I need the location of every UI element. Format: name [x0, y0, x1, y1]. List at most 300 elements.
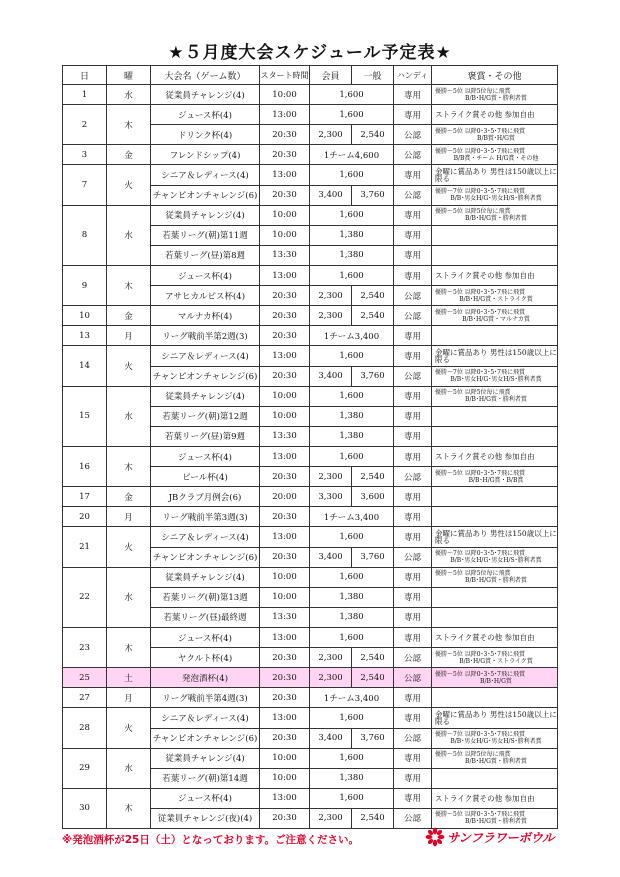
- table-row: [63, 145, 558, 165]
- logo-text: サンフラワーボウル: [447, 830, 555, 845]
- awards-line: B/B･H/G賞・ストライク賞: [459, 295, 533, 303]
- awards-cell: [432, 426, 558, 446]
- event-name-cell: リーグ戦前半第4週(3): [151, 688, 260, 708]
- start-time-cell: 20:30: [260, 808, 310, 828]
- fee-cell: 1,600: [310, 627, 394, 647]
- handicap-cell: 専用: [394, 446, 432, 466]
- table-row: [63, 748, 558, 768]
- event-name-cell: JBクラブ月例会(6): [151, 487, 260, 507]
- awards-line: 優勝〜5位 以降5位毎に飛賞: [435, 389, 511, 397]
- weekday-cell: 木: [107, 446, 151, 486]
- day-cell: 20: [63, 507, 107, 527]
- table-row: [63, 567, 558, 587]
- table-row: [63, 105, 558, 125]
- awards-cell: [432, 446, 558, 466]
- table-row: [63, 527, 558, 547]
- footer-note: ※発泡酒杯が25日（土）となっております。ご注意ください。: [62, 834, 359, 846]
- awards-line: 優勝〜5位 以降5位毎に飛賞: [435, 751, 511, 759]
- header-weekday: 曜: [107, 66, 151, 85]
- day-cell: 16: [63, 446, 107, 486]
- handicap-cell: 専用: [394, 708, 432, 728]
- awards-line: ストライク賞その他 参加自由: [435, 271, 535, 281]
- start-time-cell: 13:30: [260, 426, 310, 446]
- day-cell: 29: [63, 748, 107, 788]
- header-handicap: ハンディ: [394, 66, 432, 85]
- awards-cell: [432, 406, 558, 426]
- start-time-cell: 20:30: [260, 286, 310, 306]
- start-time-cell: 20:30: [260, 326, 310, 346]
- event-name-cell: 若葉リーグ(昼)第9週: [151, 426, 260, 446]
- table-row: [63, 627, 558, 647]
- weekday-cell: 金: [107, 306, 151, 326]
- awards-cell: [432, 567, 558, 587]
- day-cell: 2: [63, 105, 107, 145]
- member-fee-cell: 2,300: [310, 125, 352, 145]
- handicap-cell: 公認: [394, 366, 432, 386]
- awards-line: 優勝〜5位 以降0･3･5･7飛に飛賞: [435, 288, 525, 296]
- event-name-cell: シニア＆レディース(4): [151, 527, 260, 547]
- handicap-cell: 公認: [394, 125, 432, 145]
- header-day: 日: [63, 66, 107, 85]
- awards-cell: [432, 85, 558, 105]
- awards-line: B/B･H/G賞・勝利者賞: [465, 818, 527, 826]
- fee-cell: 1,380: [310, 225, 394, 245]
- awards-cell: [432, 547, 558, 567]
- fee-cell: 1,600: [310, 346, 394, 366]
- day-cell: 8: [63, 205, 107, 265]
- awards-cell: [432, 487, 558, 507]
- member-fee-cell: 3,400: [310, 185, 352, 205]
- awards-line: 優勝〜5位 以降0･3･5･7飛に飛賞: [435, 469, 525, 477]
- event-name-cell: 若葉リーグ(朝)第12週: [151, 406, 260, 426]
- handicap-cell: 専用: [394, 788, 432, 808]
- awards-cell: [432, 728, 558, 748]
- awards-cell: [432, 125, 558, 145]
- handicap-cell: 専用: [394, 487, 432, 507]
- start-time-cell: 10:00: [260, 768, 310, 788]
- start-time-cell: 13:00: [260, 446, 310, 466]
- weekday-cell: 月: [107, 507, 151, 527]
- start-time-cell: 10:00: [260, 386, 310, 406]
- day-cell: 28: [63, 708, 107, 748]
- awards-line: 優勝〜7位 以降0･3･5･7飛に飛賞: [435, 188, 525, 196]
- awards-line: 優勝〜7位 以降0･3･5･7飛に飛賞: [435, 731, 525, 739]
- handicap-cell: 公認: [394, 547, 432, 567]
- event-name-cell: シニア＆レディース(4): [151, 165, 260, 185]
- awards-line: ストライク賞その他 参加自由: [435, 110, 535, 120]
- general-fee-cell: 3,760: [352, 728, 394, 748]
- event-name-cell: アサヒカルピス杯(4): [151, 286, 260, 306]
- handicap-cell: 公認: [394, 145, 432, 165]
- fee-cell: 1チーム3,400: [310, 326, 394, 346]
- event-name-cell: ジュース杯(4): [151, 788, 260, 808]
- awards-line: 優勝〜7位 以降0･3･5･7飛に飛賞: [435, 369, 525, 377]
- day-cell: 15: [63, 386, 107, 446]
- member-fee-cell: 3,400: [310, 366, 352, 386]
- member-fee-cell: 2,300: [310, 286, 352, 306]
- start-time-cell: 20:30: [260, 668, 310, 688]
- start-time-cell: 10:00: [260, 567, 310, 587]
- table-row: [63, 165, 558, 185]
- awards-line: B/B･男女H/G･男女H/S･勝利者賞: [450, 557, 542, 565]
- day-cell: 9: [63, 265, 107, 305]
- handicap-cell: 公認: [394, 185, 432, 205]
- event-name-cell: ジュース杯(4): [151, 265, 260, 285]
- member-fee-cell: 2,300: [310, 668, 352, 688]
- start-time-cell: 13:00: [260, 708, 310, 728]
- start-time-cell: 13:00: [260, 788, 310, 808]
- awards-line: ストライク賞その他 参加自由: [435, 452, 535, 462]
- awards-cell: [432, 748, 558, 768]
- start-time-cell: 13:30: [260, 245, 310, 265]
- table-row: [63, 446, 558, 466]
- handicap-cell: 公認: [394, 306, 432, 326]
- handicap-cell: 専用: [394, 627, 432, 647]
- start-time-cell: 13:00: [260, 346, 310, 366]
- event-name-cell: 若葉リーグ(昼)第8週: [151, 245, 260, 265]
- day-cell: 30: [63, 788, 107, 828]
- awards-cell: [432, 105, 558, 125]
- event-name-cell: 若葉リーグ(昼)最終週: [151, 607, 260, 627]
- fee-cell: 1,380: [310, 587, 394, 607]
- awards-cell: [432, 648, 558, 668]
- event-name-cell: シニア＆レディース(4): [151, 708, 260, 728]
- awards-cell: [432, 386, 558, 406]
- day-cell: 25: [63, 668, 107, 688]
- handicap-cell: 公認: [394, 648, 432, 668]
- awards-cell: [432, 265, 558, 285]
- awards-cell: [432, 145, 558, 165]
- table-row: [63, 326, 558, 346]
- weekday-cell: 火: [107, 346, 151, 386]
- day-cell: 3: [63, 145, 107, 165]
- awards-cell: [432, 688, 558, 708]
- event-name-cell: チャンピオンチャレンジ(6): [151, 547, 260, 567]
- awards-cell: [432, 527, 558, 547]
- awards-line: 金曜に賞品あり 男性は150歳以上に限る: [435, 709, 557, 726]
- fee-cell: 1,600: [310, 205, 394, 225]
- awards-cell: [432, 165, 558, 185]
- event-name-cell: リーグ戦前半第3週(3): [151, 507, 260, 527]
- table-row: [63, 708, 558, 728]
- fee-cell: 1,380: [310, 426, 394, 446]
- awards-line: ストライク賞その他 参加自由: [435, 633, 535, 642]
- awards-cell: [432, 245, 558, 265]
- weekday-cell: 金: [107, 145, 151, 165]
- awards-line: 優勝〜5位 以降0･3･5･7飛に飛賞: [435, 147, 525, 155]
- weekday-cell: 水: [107, 85, 151, 105]
- table-row: [63, 487, 558, 507]
- page-title: ★５月度大会スケジュール予定表★: [168, 43, 452, 63]
- start-time-cell: 10:00: [260, 205, 310, 225]
- day-cell: 13: [63, 326, 107, 346]
- awards-cell: [432, 507, 558, 527]
- awards-line: B/B･H/G賞・勝利者賞: [465, 215, 527, 223]
- awards-cell: [432, 768, 558, 788]
- event-name-cell: チャンピオンチャレンジ(6): [151, 366, 260, 386]
- event-name-cell: 若葉リーグ(朝)第14週: [151, 768, 260, 788]
- awards-cell: [432, 708, 558, 728]
- event-name-cell: ジュース杯(4): [151, 446, 260, 466]
- start-time-cell: 20:30: [260, 185, 310, 205]
- weekday-cell: 金: [107, 487, 151, 507]
- weekday-cell: 土: [107, 668, 151, 688]
- table-row: [63, 386, 558, 406]
- start-time-cell: 20:30: [260, 366, 310, 386]
- member-fee-cell: 3,400: [310, 728, 352, 748]
- fee-cell: 1,600: [310, 85, 394, 105]
- awards-line: 優勝〜7位 以降0･3･5･7飛に飛賞: [435, 550, 525, 558]
- awards-line: B/B･H/G賞・マルナカ賞: [462, 315, 530, 323]
- awards-line: B/B･男女H/G･男女H/S･勝利者賞: [450, 195, 542, 203]
- event-name-cell: ビール杯(4): [151, 467, 260, 487]
- member-fee-cell: 2,300: [310, 306, 352, 326]
- sunflower-icon: [425, 827, 445, 847]
- fee-cell: 1,600: [310, 265, 394, 285]
- handicap-cell: 公認: [394, 808, 432, 828]
- start-time-cell: 20:00: [260, 487, 310, 507]
- awards-cell: [432, 205, 558, 225]
- fee-cell: 1チーム3,400: [310, 688, 394, 708]
- general-fee-cell: 2,540: [352, 306, 394, 326]
- handicap-cell: 専用: [394, 85, 432, 105]
- fee-cell: 1チーム4,600: [310, 145, 394, 165]
- table-row: [63, 668, 558, 688]
- awards-cell: [432, 225, 558, 245]
- start-time-cell: 10:00: [260, 406, 310, 426]
- weekday-cell: 木: [107, 105, 151, 145]
- handicap-cell: 専用: [394, 426, 432, 446]
- table-row: [63, 205, 558, 225]
- start-time-cell: 10:00: [260, 85, 310, 105]
- day-cell: 23: [63, 627, 107, 667]
- awards-line: 優勝〜5位 以降0･3･5･7飛に飛賞: [435, 127, 525, 135]
- awards-cell: [432, 607, 558, 627]
- table-row: [63, 306, 558, 326]
- awards-line: B/B賞・チーム H/G賞・その他: [453, 154, 539, 162]
- start-time-cell: 20:30: [260, 145, 310, 165]
- weekday-cell: 月: [107, 688, 151, 708]
- table-row: [63, 688, 558, 708]
- fee-cell: 1,600: [310, 105, 394, 125]
- awards-line: B/B･H/G賞・B/B賞: [468, 476, 524, 484]
- handicap-cell: 専用: [394, 245, 432, 265]
- awards-line: 優勝〜5位 以降5位毎に飛賞: [435, 87, 511, 95]
- header-member: 会員: [310, 66, 352, 85]
- event-name-cell: 従業員チャレンジ(4): [151, 386, 260, 406]
- start-time-cell: 13:00: [260, 627, 310, 647]
- awards-cell: [432, 346, 558, 366]
- handicap-cell: 公認: [394, 728, 432, 748]
- fee-cell: 1,600: [310, 446, 394, 466]
- general-fee-cell: 3,760: [352, 366, 394, 386]
- weekday-cell: 木: [107, 627, 151, 667]
- member-fee-cell: 3,300: [310, 487, 352, 507]
- day-cell: 27: [63, 688, 107, 708]
- table-row: [63, 265, 558, 285]
- weekday-cell: 水: [107, 386, 151, 446]
- handicap-cell: 専用: [394, 265, 432, 285]
- awards-line: ストライク賞その他 参加自由: [435, 793, 535, 803]
- start-time-cell: 20:30: [260, 547, 310, 567]
- handicap-cell: 専用: [394, 768, 432, 788]
- awards-cell: [432, 185, 558, 205]
- event-name-cell: マルナカ杯(4): [151, 306, 260, 326]
- fee-cell: 1,600: [310, 165, 394, 185]
- start-time-cell: 10:00: [260, 225, 310, 245]
- general-fee-cell: 2,540: [352, 648, 394, 668]
- day-cell: 14: [63, 346, 107, 386]
- start-time-cell: 13:00: [260, 265, 310, 285]
- awards-line: B/B賞･H/G賞: [477, 134, 515, 142]
- logo: [425, 826, 560, 848]
- event-name-cell: 従業員チャレンジ(4): [151, 85, 260, 105]
- start-time-cell: 20:30: [260, 728, 310, 748]
- table-row: [63, 507, 558, 527]
- event-name-cell: ジュース杯(4): [151, 627, 260, 647]
- general-fee-cell: 2,540: [352, 125, 394, 145]
- schedule-body: [63, 85, 558, 829]
- weekday-cell: 火: [107, 708, 151, 748]
- awards-cell: [432, 467, 558, 487]
- awards-line: 金曜に賞品あり 男性は150歳以上に限る: [435, 528, 557, 545]
- awards-line: B/B･H/G賞・勝利者賞: [465, 577, 527, 585]
- header-awards: 褒賞・その他: [432, 66, 558, 85]
- event-name-cell: ドリンク杯(4): [151, 125, 260, 145]
- awards-cell: [432, 366, 558, 386]
- event-name-cell: チャンピオンチャレンジ(6): [151, 728, 260, 748]
- event-name-cell: 若葉リーグ(朝)第11週: [151, 225, 260, 245]
- event-name-cell: 従業員チャレンジ(4): [151, 567, 260, 587]
- awards-line: 優勝〜5位 以降5位毎に飛賞: [435, 570, 511, 578]
- awards-line: 優勝〜5位 以降0･3･5･7飛に飛賞: [435, 308, 525, 316]
- general-fee-cell: 2,540: [352, 286, 394, 306]
- awards-line: 優勝〜5位 以降0･3･5･7飛に飛賞: [435, 670, 525, 678]
- weekday-cell: 月: [107, 326, 151, 346]
- awards-cell: [432, 587, 558, 607]
- fee-cell: 1,600: [310, 567, 394, 587]
- handicap-cell: 専用: [394, 507, 432, 527]
- awards-line: B/B･H/G賞・勝利者賞: [465, 396, 527, 404]
- event-name-cell: 従業員チャレンジ(4): [151, 205, 260, 225]
- handicap-cell: 専用: [394, 205, 432, 225]
- event-name-cell: 従業員チャレンジ(夜)(4): [151, 808, 260, 828]
- start-time-cell: 10:00: [260, 587, 310, 607]
- event-name-cell: 発泡酒杯(4): [151, 668, 260, 688]
- event-name-cell: シニア＆レディース(4): [151, 346, 260, 366]
- weekday-cell: 木: [107, 788, 151, 828]
- start-time-cell: 20:30: [260, 648, 310, 668]
- start-time-cell: 13:00: [260, 527, 310, 547]
- day-cell: 1: [63, 85, 107, 105]
- weekday-cell: 水: [107, 567, 151, 627]
- day-cell: 17: [63, 487, 107, 507]
- awards-cell: [432, 286, 558, 306]
- day-cell: 22: [63, 567, 107, 627]
- weekday-cell: 水: [107, 748, 151, 788]
- handicap-cell: 専用: [394, 587, 432, 607]
- general-fee-cell: 3,760: [352, 547, 394, 567]
- event-name-cell: ジュース杯(4): [151, 105, 260, 125]
- awards-cell: [432, 627, 558, 647]
- handicap-cell: 専用: [394, 567, 432, 587]
- awards-line: B/B･H/G賞: [480, 677, 512, 685]
- start-time-cell: 13:30: [260, 607, 310, 627]
- awards-line: B/B･男女H/G･男女H/S･勝利者賞: [450, 376, 542, 384]
- fee-cell: 1,600: [310, 788, 394, 808]
- handicap-cell: 専用: [394, 527, 432, 547]
- schedule-table: [62, 65, 558, 829]
- awards-line: 金曜に賞品あり 男性は150歳以上に限る: [435, 166, 557, 183]
- weekday-cell: 火: [107, 165, 151, 205]
- handicap-cell: 公認: [394, 467, 432, 487]
- header-start: スタート時間: [260, 66, 310, 85]
- general-fee-cell: 3,600: [352, 487, 394, 507]
- awards-line: 優勝〜5位 以降5位毎に飛賞: [435, 208, 511, 216]
- weekday-cell: 木: [107, 265, 151, 305]
- table-row: [63, 788, 558, 808]
- general-fee-cell: 2,540: [352, 668, 394, 688]
- start-time-cell: 13:00: [260, 165, 310, 185]
- start-time-cell: 13:00: [260, 105, 310, 125]
- start-time-cell: 20:30: [260, 688, 310, 708]
- event-name-cell: チャンピオンチャレンジ(6): [151, 185, 260, 205]
- awards-cell: [432, 668, 558, 688]
- event-name-cell: フレンドシップ(4): [151, 145, 260, 165]
- event-name-cell: リーグ戦前半第2週(3): [151, 326, 260, 346]
- table-header-row: [63, 66, 558, 85]
- header-general: 一般: [352, 66, 394, 85]
- handicap-cell: 専用: [394, 406, 432, 426]
- handicap-cell: 専用: [394, 346, 432, 366]
- event-name-cell: 従業員チャレンジ(4): [151, 748, 260, 768]
- general-fee-cell: 2,540: [352, 808, 394, 828]
- fee-cell: 1チーム3,400: [310, 507, 394, 527]
- awards-cell: [432, 326, 558, 346]
- table-row: [63, 346, 558, 366]
- handicap-cell: 専用: [394, 386, 432, 406]
- handicap-cell: 専用: [394, 748, 432, 768]
- weekday-cell: 水: [107, 205, 151, 265]
- day-cell: 21: [63, 527, 107, 567]
- awards-cell: [432, 788, 558, 808]
- day-cell: 10: [63, 306, 107, 326]
- day-cell: 7: [63, 165, 107, 205]
- header-name: 大会名（ゲーム数）: [151, 66, 260, 85]
- awards-line: 優勝〜5位 以降0･3･5･7飛に飛賞: [435, 811, 525, 819]
- fee-cell: 1,600: [310, 748, 394, 768]
- member-fee-cell: 2,300: [310, 467, 352, 487]
- awards-line: 金曜に賞品あり 男性は150歳以上に限る: [435, 347, 557, 364]
- member-fee-cell: 3,400: [310, 547, 352, 567]
- table-row: [63, 85, 558, 105]
- fee-cell: 1,380: [310, 607, 394, 627]
- awards-line: 優勝〜5位 以降0･3･5･7飛に飛賞: [435, 650, 525, 658]
- handicap-cell: 公認: [394, 286, 432, 306]
- awards-line: B/B･H/G賞・勝利者賞: [465, 94, 527, 102]
- start-time-cell: 20:30: [260, 507, 310, 527]
- handicap-cell: 専用: [394, 688, 432, 708]
- fee-cell: 1,380: [310, 406, 394, 426]
- fee-cell: 1,600: [310, 527, 394, 547]
- start-time-cell: 20:30: [260, 125, 310, 145]
- fee-cell: 1,600: [310, 386, 394, 406]
- fee-cell: 1,600: [310, 708, 394, 728]
- handicap-cell: 専用: [394, 326, 432, 346]
- member-fee-cell: 2,300: [310, 808, 352, 828]
- handicap-cell: 公認: [394, 668, 432, 688]
- weekday-cell: 火: [107, 527, 151, 567]
